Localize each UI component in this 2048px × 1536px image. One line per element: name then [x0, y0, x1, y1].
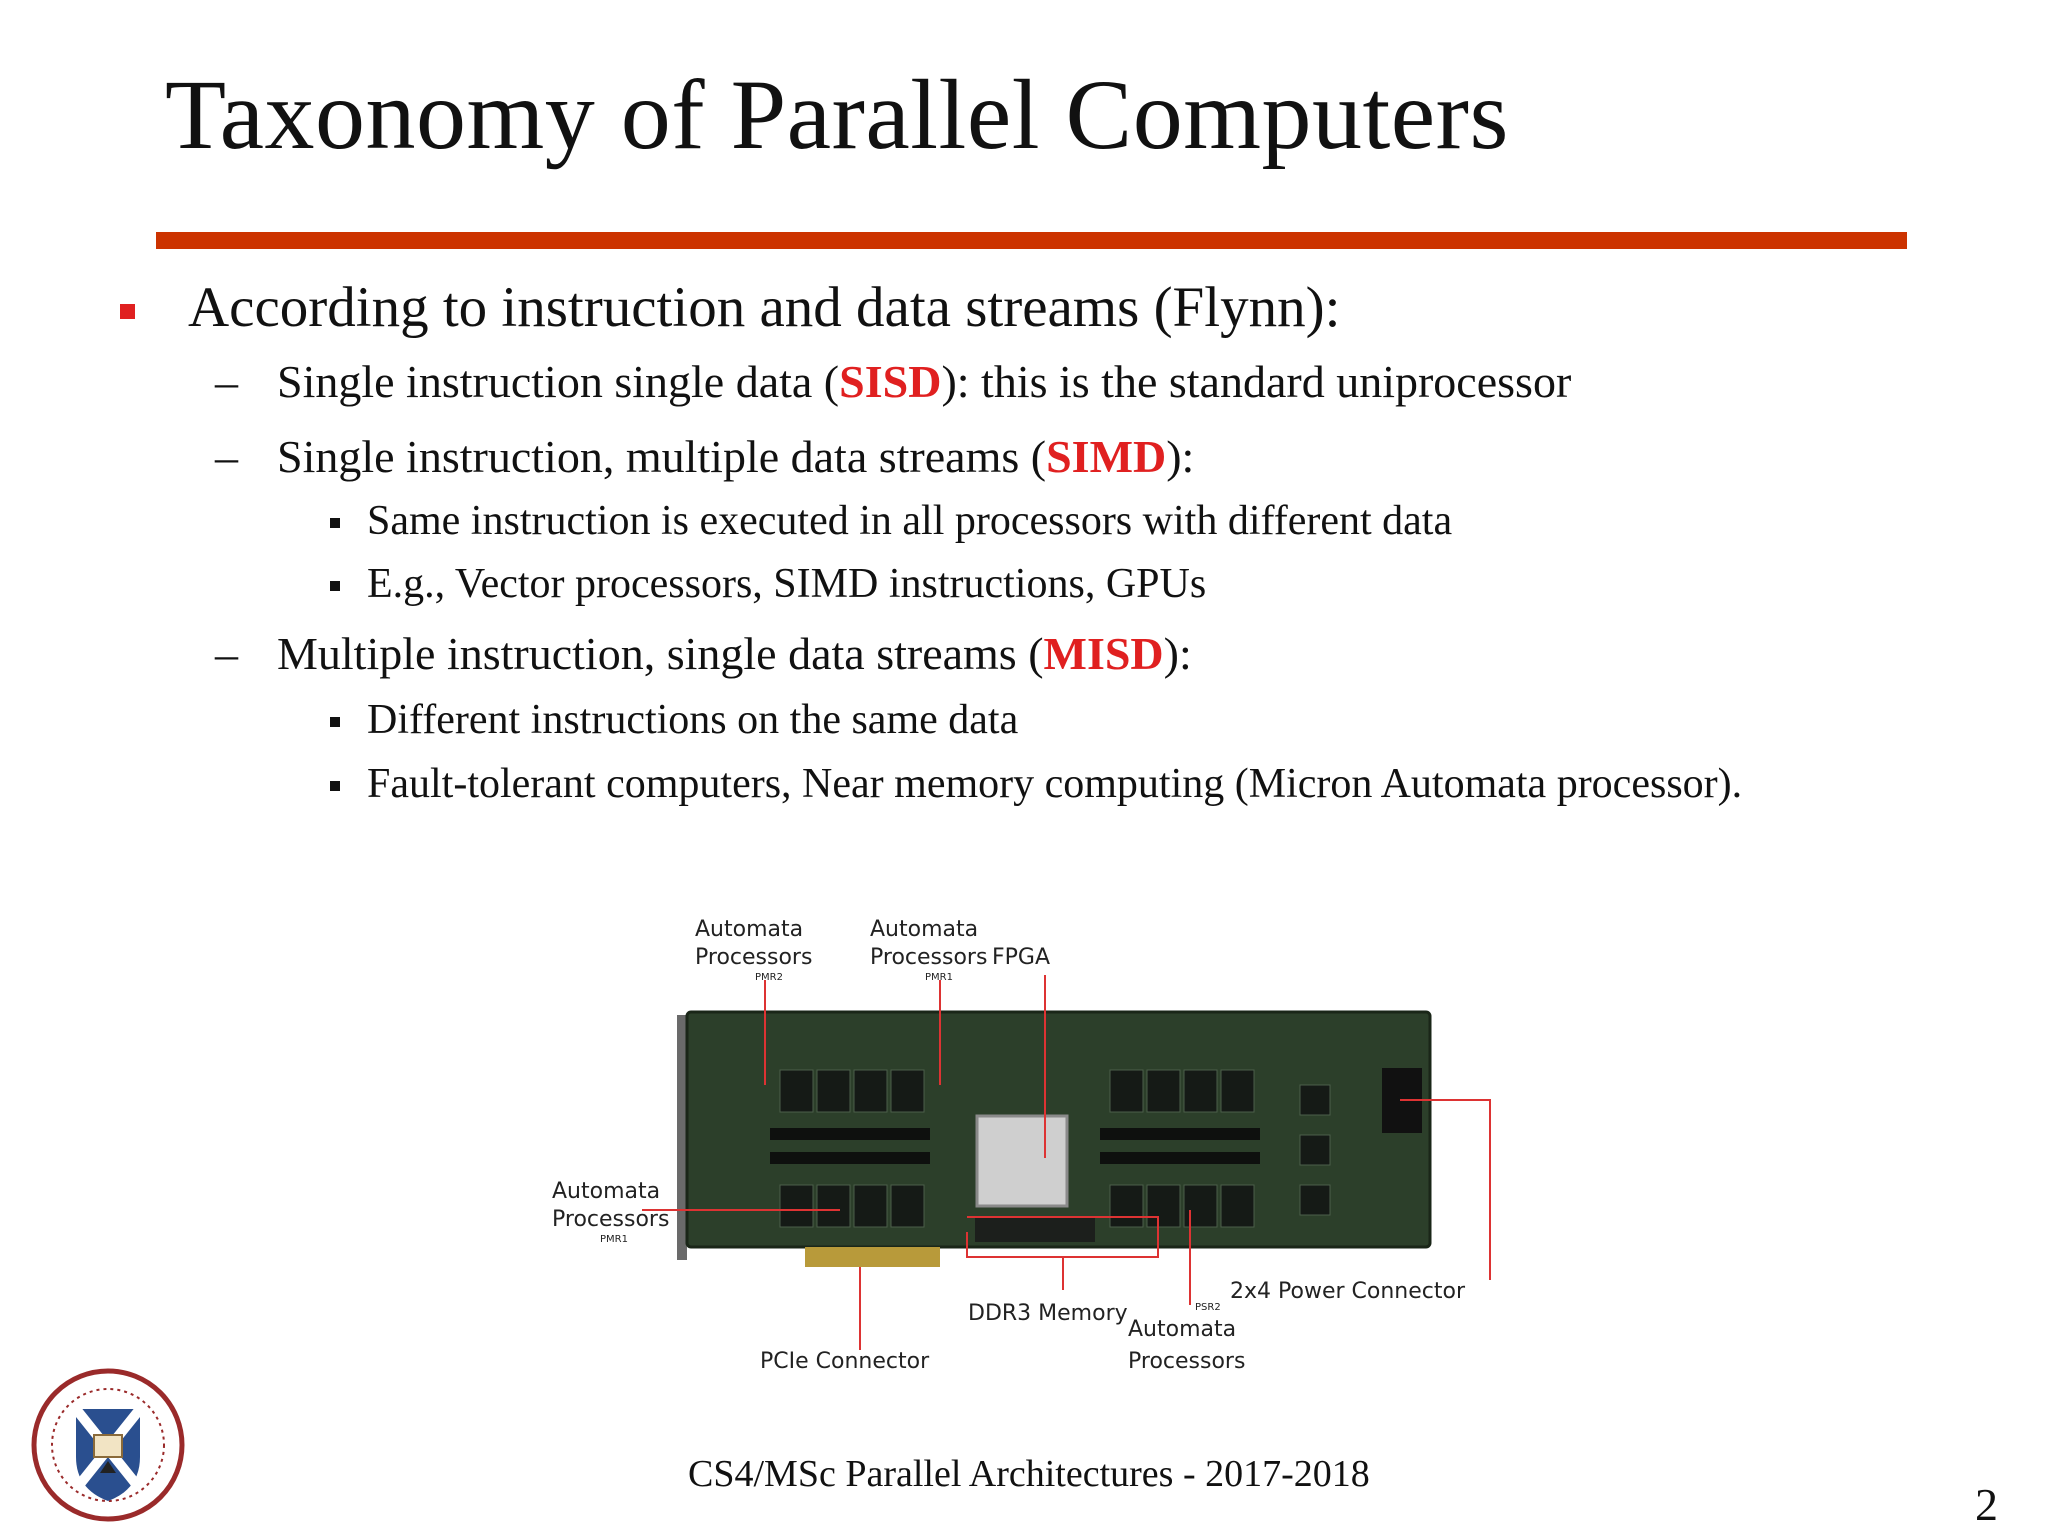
- university-crest-logo: [28, 1365, 188, 1525]
- dash-icon: –: [215, 431, 238, 482]
- ap-label-top-right-1: Automata: [870, 917, 979, 942]
- main-bullet-text: According to instruction and data streams (Flynn):: [188, 276, 1341, 339]
- ap-label-left-2: Processors: [552, 1207, 670, 1232]
- ap-label-top-left-1: Automata: [695, 917, 804, 942]
- tag-pmr1-left: PMR1: [600, 1234, 628, 1245]
- sub-bullet-simd: [277, 430, 1194, 483]
- ddr3-label: DDR3 Memory: [968, 1301, 1128, 1326]
- page-number: 2: [1975, 1479, 1998, 1530]
- sisd-pre: Single instruction single data (: [277, 356, 840, 407]
- ap-label-top-left-2: Processors: [695, 945, 813, 970]
- pcie-label: PCIe Connector: [760, 1349, 930, 1374]
- tag-psr2: PSR2: [1195, 1302, 1221, 1313]
- misd-point: Different instructions on the same data: [367, 697, 1019, 743]
- ap-label-bottom-1: Automata: [1128, 1317, 1237, 1342]
- tag-pmr2: PMR2: [755, 972, 783, 983]
- automata-board-figure: [540, 900, 1540, 1410]
- misd-acronym: MISD: [1043, 628, 1164, 679]
- bullet-square-icon: [120, 304, 135, 319]
- misd-point: Fault-tolerant computers, Near memory computing (Micron Automata processor).: [367, 761, 1743, 807]
- simd-post: ):: [1166, 431, 1195, 482]
- simd-acronym: SIMD: [1046, 431, 1167, 482]
- simd-pre: Single instruction, multiple data streams (: [277, 431, 1047, 482]
- fpga-chip: [977, 1116, 1067, 1206]
- fpga-label: FPGA: [992, 945, 1051, 970]
- dash-icon: –: [215, 356, 238, 407]
- sub-bullet-sisd: [277, 355, 1571, 408]
- ap-label-bottom-2: Processors: [1128, 1349, 1246, 1374]
- simd-point: E.g., Vector processors, SIMD instructions, GPUs: [367, 561, 1207, 607]
- power-connector-label: 2x4 Power Connector: [1230, 1279, 1465, 1304]
- title-rule: [156, 232, 1907, 249]
- ap-label-left-1: Automata: [552, 1179, 661, 1204]
- slide-title: Taxonomy of Parallel Computers: [165, 59, 1509, 170]
- sisd-post: ): this is the standard uniprocessor: [941, 356, 1572, 407]
- small-bullet-icon: [330, 581, 340, 591]
- misd-post: ):: [1163, 628, 1192, 679]
- small-bullet-icon: [330, 717, 340, 727]
- sub-bullet-misd: [277, 627, 1192, 680]
- footer-course: CS4/MSc Parallel Architectures - 2017-2018: [688, 1453, 1370, 1495]
- tag-pmr1: PMR1: [925, 972, 953, 983]
- ap-label-top-right-2: Processors: [870, 945, 988, 970]
- dash-icon: –: [215, 628, 238, 679]
- simd-point: Same instruction is executed in all processors with different data: [367, 498, 1453, 544]
- misd-pre: Multiple instruction, single data streams (: [277, 628, 1044, 679]
- small-bullet-icon: [330, 781, 340, 791]
- ddr3-chip: [975, 1218, 1095, 1242]
- small-bullet-icon: [330, 518, 340, 528]
- pcie-fingers: [805, 1247, 940, 1267]
- sisd-acronym: SISD: [839, 356, 942, 407]
